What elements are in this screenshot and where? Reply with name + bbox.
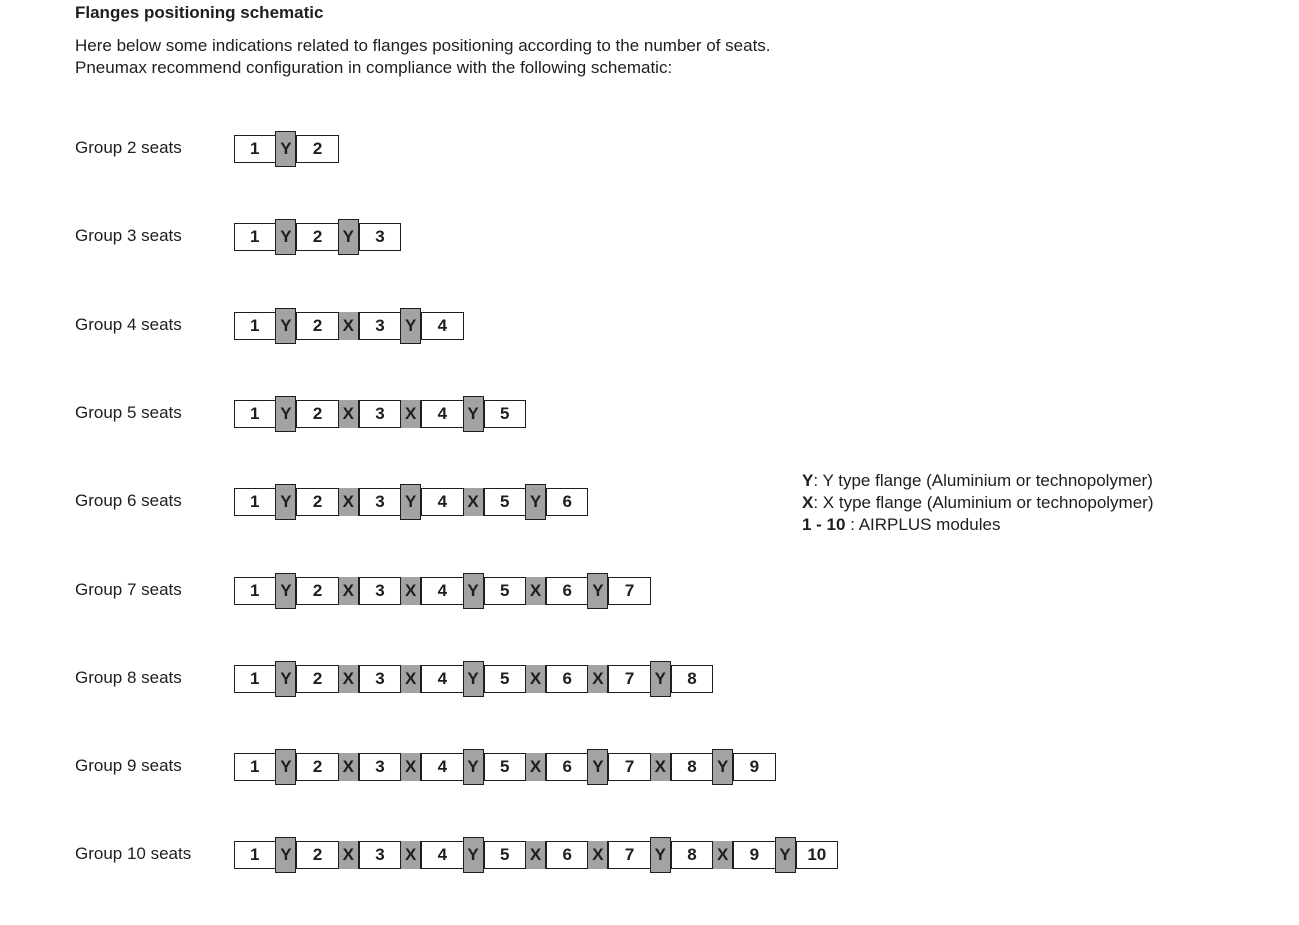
legend-x-key: X <box>802 493 814 512</box>
module-cell: 6 <box>546 488 587 516</box>
module-cell: 2 <box>296 841 337 869</box>
x-flange: X <box>400 400 421 428</box>
module-cell: 1 <box>249 139 260 158</box>
module-cell: 7 <box>608 841 649 869</box>
x-flange: X <box>525 577 546 605</box>
group-label: Group 5 seats <box>75 402 182 422</box>
y-flange: Y <box>400 484 421 520</box>
y-flange: Y <box>275 837 296 873</box>
x-flange: X <box>400 753 421 781</box>
legend-y <box>802 471 1153 491</box>
intro-line-2: Pneumax recommend configuration in compliance with the following schematic: <box>75 58 673 77</box>
group-label: Group 2 seats <box>75 138 182 157</box>
group-strip <box>234 573 651 611</box>
module-cell: 5 <box>484 577 525 605</box>
module-cell: 3 <box>359 488 400 516</box>
module-cell: 2 <box>296 223 337 251</box>
y-flange: Y <box>275 573 296 609</box>
x-flange: X <box>338 665 359 693</box>
module-cell: 5 <box>484 753 525 781</box>
legend-modules-text: : AIRPLUS modules <box>845 515 1001 534</box>
module-cell: 1 <box>249 580 260 600</box>
module-cell: 4 <box>421 753 462 781</box>
module-cell: 2 <box>296 665 337 693</box>
group-strip <box>234 837 838 875</box>
x-flange: X <box>338 312 359 340</box>
group-strip <box>234 749 776 787</box>
y-flange: Y <box>463 661 484 697</box>
module-cell: 8 <box>671 753 712 781</box>
intro-line-1: Here below some indications related to flanges positioning according to the number of seats. <box>75 36 771 55</box>
module-cell: 2 <box>296 400 337 428</box>
x-flange: X <box>650 753 671 781</box>
x-flange: X <box>338 841 359 869</box>
y-flange: Y <box>525 484 546 520</box>
module-cell: 2 <box>296 753 337 781</box>
x-flange: X <box>463 488 484 516</box>
module-cell: 1 <box>249 227 260 247</box>
module-cell: 3 <box>359 841 400 869</box>
module-cell: 5 <box>484 665 525 693</box>
x-flange: X <box>525 753 546 781</box>
module-cell: 4 <box>421 665 462 693</box>
module-cell: 6 <box>546 577 587 605</box>
group-label: Group 4 seats <box>75 314 182 334</box>
y-flange: Y <box>712 749 733 785</box>
group-strip <box>234 131 339 169</box>
module-cell: 3 <box>359 753 400 781</box>
x-flange: X <box>587 841 608 869</box>
legend-modules-key: 1 - 10 <box>802 515 846 534</box>
y-flange: Y <box>463 837 484 873</box>
module-cell: 3 <box>359 400 400 428</box>
module-cell: 9 <box>733 841 774 869</box>
module-cell: 10 <box>796 841 837 869</box>
y-flange: Y <box>650 661 671 697</box>
y-flange: Y <box>463 749 484 785</box>
module-cell: 3 <box>359 665 400 693</box>
module-cell: 8 <box>671 665 712 693</box>
module-cell: 9 <box>733 753 774 781</box>
x-flange: X <box>400 665 421 693</box>
module-cell: 5 <box>484 400 525 428</box>
module-cell: 1 <box>249 845 260 865</box>
y-flange: Y <box>275 219 296 255</box>
page-title: Flanges positioning schematic <box>75 3 324 22</box>
y-flange: Y <box>587 573 608 609</box>
group-strip <box>234 661 713 699</box>
module-cell: 7 <box>608 753 649 781</box>
y-flange: Y <box>650 837 671 873</box>
group-label: Group 9 seats <box>75 756 182 776</box>
legend-y-text: : Y type flange (Aluminium or technopolymer) <box>813 471 1153 490</box>
x-flange: X <box>400 841 421 869</box>
module-cell: 2 <box>296 135 337 163</box>
legend-modules <box>802 515 1000 535</box>
y-flange: Y <box>275 308 296 344</box>
x-flange: X <box>338 400 359 428</box>
legend-x-text: : X type flange (Aluminium or technopolymer) <box>813 493 1154 512</box>
x-flange: X <box>338 577 359 605</box>
module-cell: 6 <box>546 753 587 781</box>
x-flange: X <box>400 577 421 605</box>
group-label: Group 10 seats <box>75 844 192 864</box>
legend-y-key: Y <box>802 471 814 490</box>
group-label: Group 6 seats <box>75 491 182 511</box>
y-flange: Y <box>463 573 484 609</box>
y-flange: Y <box>338 219 359 255</box>
module-cell: 4 <box>421 488 462 516</box>
module-cell: 2 <box>296 312 337 340</box>
module-cell: 1 <box>249 668 260 688</box>
module-cell: 3 <box>359 223 400 251</box>
y-flange: Y <box>463 396 484 432</box>
module-cell: 3 <box>359 577 400 605</box>
group-strip <box>234 308 464 346</box>
module-cell: 2 <box>296 488 337 516</box>
group-strip <box>234 484 588 522</box>
module-cell: 8 <box>671 841 712 869</box>
y-flange: Y <box>275 749 296 785</box>
module-cell: 5 <box>484 841 525 869</box>
module-cell: 1 <box>249 492 260 512</box>
module-cell: 5 <box>484 488 525 516</box>
y-flange: Y <box>275 131 296 167</box>
module-cell: 1 <box>249 315 260 335</box>
x-flange: X <box>525 665 546 693</box>
module-cell: 4 <box>421 400 462 428</box>
module-cell: 3 <box>359 312 400 340</box>
module-cell: 7 <box>608 665 649 693</box>
y-flange: Y <box>275 661 296 697</box>
y-flange: Y <box>587 749 608 785</box>
module-cell: 1 <box>249 757 260 777</box>
group-label: Group 8 seats <box>75 667 182 687</box>
group-strip <box>234 396 526 434</box>
module-cell: 4 <box>421 577 462 605</box>
group-strip <box>234 219 401 257</box>
group-label: Group 3 seats <box>75 226 182 246</box>
module-cell: 4 <box>421 841 462 869</box>
x-flange: X <box>338 753 359 781</box>
module-cell: 2 <box>296 577 337 605</box>
x-flange: X <box>338 488 359 516</box>
legend-x <box>802 493 1154 513</box>
group-label: Group 7 seats <box>75 579 182 599</box>
y-flange: Y <box>275 484 296 520</box>
module-cell: 1 <box>249 403 260 423</box>
x-flange: X <box>525 841 546 869</box>
module-cell: 7 <box>608 577 649 605</box>
y-flange: Y <box>275 396 296 432</box>
y-flange: Y <box>400 308 421 344</box>
x-flange: X <box>712 841 733 869</box>
module-cell: 6 <box>546 665 587 693</box>
module-cell: 6 <box>546 841 587 869</box>
module-cell: 4 <box>421 312 462 340</box>
y-flange: Y <box>775 837 796 873</box>
x-flange: X <box>587 665 608 693</box>
